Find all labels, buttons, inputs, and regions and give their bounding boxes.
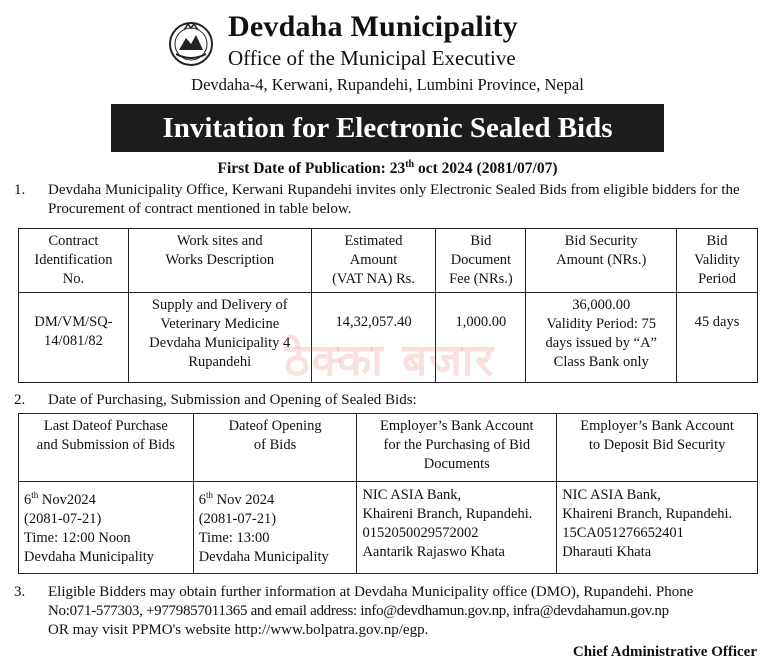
office-address: Devdaha-4, Kerwani, Rupandehi, Lumbini Province, Nepal [191, 75, 584, 94]
section-number: 1. [14, 182, 26, 198]
header-bid-security: Bid Security Amount (NRs.) [526, 229, 677, 293]
header-purchase-account: Employer’s Bank Account for the Purchasing of Bid Documents [357, 414, 557, 482]
header-security-account: Employer’s Bank Account to Deposit Bid Security [557, 414, 758, 482]
notice-banner: Invitation for Electronic Sealed Bids [111, 104, 664, 152]
office-name: Office of the Municipal Executive [228, 46, 516, 70]
contact-line-3: OR may visit PPMO's website http://www.bolpatra.gov.np/egp. [48, 622, 429, 638]
header-opening-date: Dateof Opening of Bids [193, 414, 357, 482]
signatory-title: Chief Administrative Officer [572, 644, 757, 660]
cell-opening-date: 6th Nov 2024 (2081-07-21) Time: 13:00 Devdaha Municipality [193, 482, 357, 574]
table-row [19, 293, 758, 383]
section-2 [14, 391, 762, 410]
watermark: ठेक्का बजार [284, 335, 496, 386]
schedule-table [18, 413, 758, 574]
section-text [48, 583, 762, 640]
nepal-emblem-icon [166, 18, 216, 68]
cell-description: Supply and Delivery of Veterinary Medicine Devdaha Municipality 4 Rupandehi [128, 293, 311, 383]
header-estimated-amount: Estimated Amount (VAT NA) Rs. [311, 229, 436, 293]
cell-fee: 1,000.00 [436, 293, 526, 383]
cell-contract-id: DM/VM/SQ- 14/081/82 [19, 293, 129, 383]
header-contract-id: Contract Identification No. [19, 229, 129, 293]
table-row [19, 482, 758, 574]
cell-amount: 14,32,057.40 [311, 293, 436, 383]
header-description: Work sites and Works Description [128, 229, 311, 293]
publication-date: First Date of Publication: 23th oct 2024 (2081/07/07) [217, 159, 558, 178]
contact-line-1: Eligible Bidders may obtain further information at Devdaha Municipality office (DMO), Rupandehi. Phone [48, 584, 694, 600]
section-number: 3. [14, 584, 26, 600]
contract-table [18, 228, 758, 383]
document-header [0, 0, 775, 100]
header-purchase-deadline: Last Dateof Purchase and Submission of Bids [19, 414, 194, 482]
cell-purchase-deadline: 6th Nov2024 (2081-07-21) Time: 12:00 Noon Devdaha Municipality [19, 482, 194, 574]
contact-line-2: No:071-577303, +9779857011365 and email address: info@devdhamun.gov.np, infra@devdahamun.gov.np [48, 603, 669, 619]
cell-security: 36,000.00 Validity Period: 75 days issued by “A” Class Bank only [526, 293, 677, 383]
header-document-fee: Bid Document Fee (NRs.) [436, 229, 526, 293]
section-text: Date of Purchasing, Submission and Opening of Sealed Bids: [48, 392, 417, 408]
cell-validity: 45 days [677, 293, 758, 383]
table-header-row [19, 414, 758, 482]
section-text: Devdaha Municipality Office, Kerwani Rupandehi invites only Electronic Sealed Bids from eligible bidders for the Procurement of contract mentioned in table below. [48, 182, 740, 217]
cell-security-account: NIC ASIA Bank, Khaireni Branch, Rupandehi. 15CA051276652401 Dharauti Khata [557, 482, 758, 574]
cell-purchase-account: NIC ASIA Bank, Khaireni Branch, Rupandehi. 0152050029572002 Aantarik Rajaswo Khata [357, 482, 557, 574]
section-number: 2. [14, 392, 26, 408]
section-3 [14, 583, 762, 640]
section-1 [14, 181, 762, 219]
table-header-row [19, 229, 758, 293]
header-validity: Bid Validity Period [677, 229, 758, 293]
municipality-name: Devdaha Municipality [228, 10, 518, 43]
